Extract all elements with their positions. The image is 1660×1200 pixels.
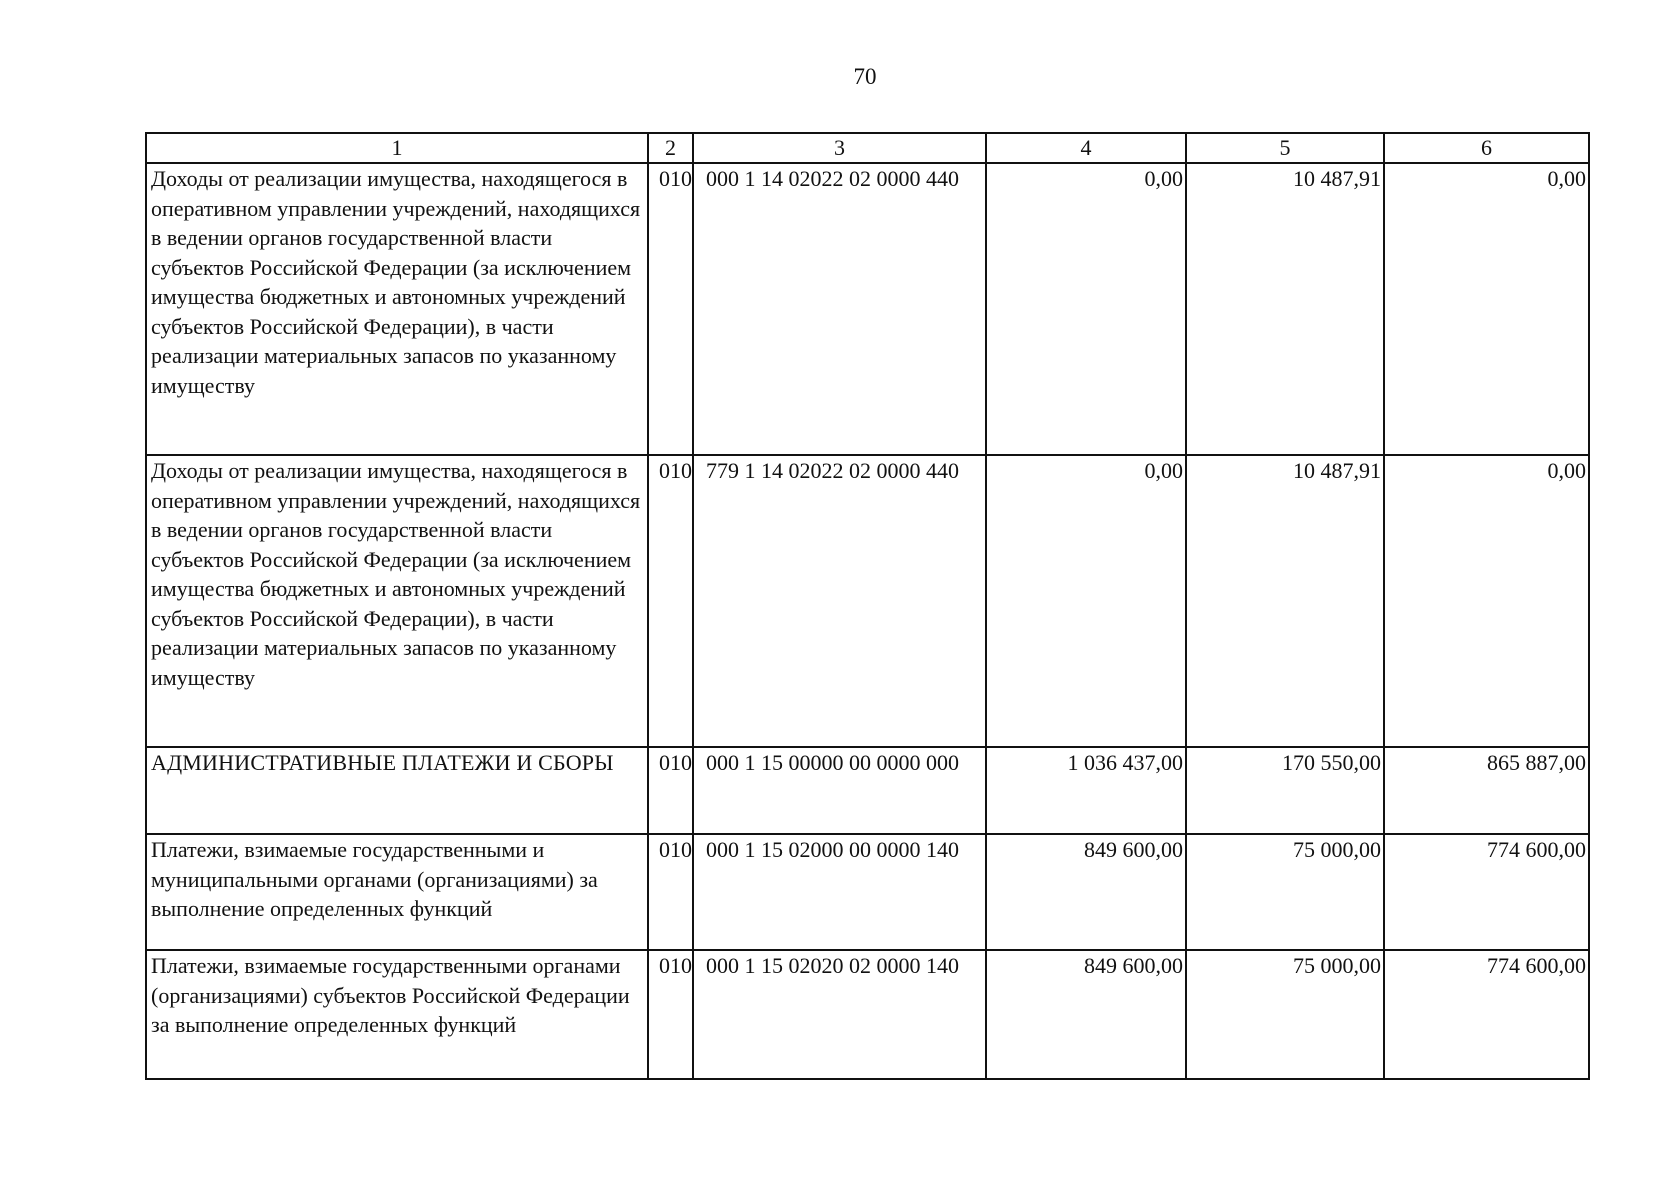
revenue-table (145, 132, 1590, 1080)
table-header-row (146, 133, 1589, 163)
column-header-1: 1 (146, 133, 648, 163)
row-code: 000 1 14 02022 02 0000 440 (693, 163, 986, 455)
row-col5: 10 487,91 (1186, 163, 1384, 455)
row-name: Доходы от реализации имущества, находящегося в оперативном управлении учреждений, находящихся в ведении органов государственной власти субъектов Российской Федерации (за исключением имущества бюджетных и автономных учреждений субъектов Российской Федерации), в части реализации материальных запасов по указанному имуществу (146, 455, 648, 747)
row-col6: 865 887,00 (1384, 747, 1589, 834)
table-row (146, 950, 1589, 1079)
table-row (146, 455, 1589, 747)
row-col6: 0,00 (1384, 455, 1589, 747)
row-col2: 010 (648, 834, 693, 950)
row-col2: 010 (648, 163, 693, 455)
row-col2: 010 (648, 455, 693, 747)
column-header-4: 4 (986, 133, 1186, 163)
row-code: 000 1 15 02000 00 0000 140 (693, 834, 986, 950)
row-col2: 010 (648, 747, 693, 834)
row-col4: 849 600,00 (986, 950, 1186, 1079)
table-row (146, 834, 1589, 950)
row-col5: 75 000,00 (1186, 950, 1384, 1079)
row-name: Доходы от реализации имущества, находящегося в оперативном управлении учреждений, находящихся в ведении органов государственной власти субъектов Российской Федерации (за исключением имущества бюджетных и автономных учреждений субъектов Российской Федерации), в части реализации материальных запасов по указанному имуществу (146, 163, 648, 455)
row-col5: 75 000,00 (1186, 834, 1384, 950)
row-col4: 849 600,00 (986, 834, 1186, 950)
row-col6: 774 600,00 (1384, 950, 1589, 1079)
row-col6: 774 600,00 (1384, 834, 1589, 950)
row-code: 779 1 14 02022 02 0000 440 (693, 455, 986, 747)
row-col5: 170 550,00 (1186, 747, 1384, 834)
column-header-2: 2 (648, 133, 693, 163)
column-header-3: 3 (693, 133, 986, 163)
column-header-6: 6 (1384, 133, 1589, 163)
row-col2: 010 (648, 950, 693, 1079)
row-col4: 0,00 (986, 163, 1186, 455)
row-name: Платежи, взимаемые государственными и муниципальными органами (организациями) за выполнение определенных функций (146, 834, 648, 950)
table-row (146, 747, 1589, 834)
page-number: 70 (853, 64, 877, 89)
row-col4: 0,00 (986, 455, 1186, 747)
table-row (146, 163, 1589, 455)
row-code: 000 1 15 02020 02 0000 140 (693, 950, 986, 1079)
row-col6: 0,00 (1384, 163, 1589, 455)
row-col5: 10 487,91 (1186, 455, 1384, 747)
row-code: 000 1 15 00000 00 0000 000 (693, 747, 986, 834)
row-name: АДМИНИСТРАТИВНЫЕ ПЛАТЕЖИ И СБОРЫ (146, 747, 648, 834)
column-header-5: 5 (1186, 133, 1384, 163)
row-name: Платежи, взимаемые государственными органами (организациями) субъектов Российской Федерации за выполнение определенных функций (146, 950, 648, 1079)
row-col4: 1 036 437,00 (986, 747, 1186, 834)
